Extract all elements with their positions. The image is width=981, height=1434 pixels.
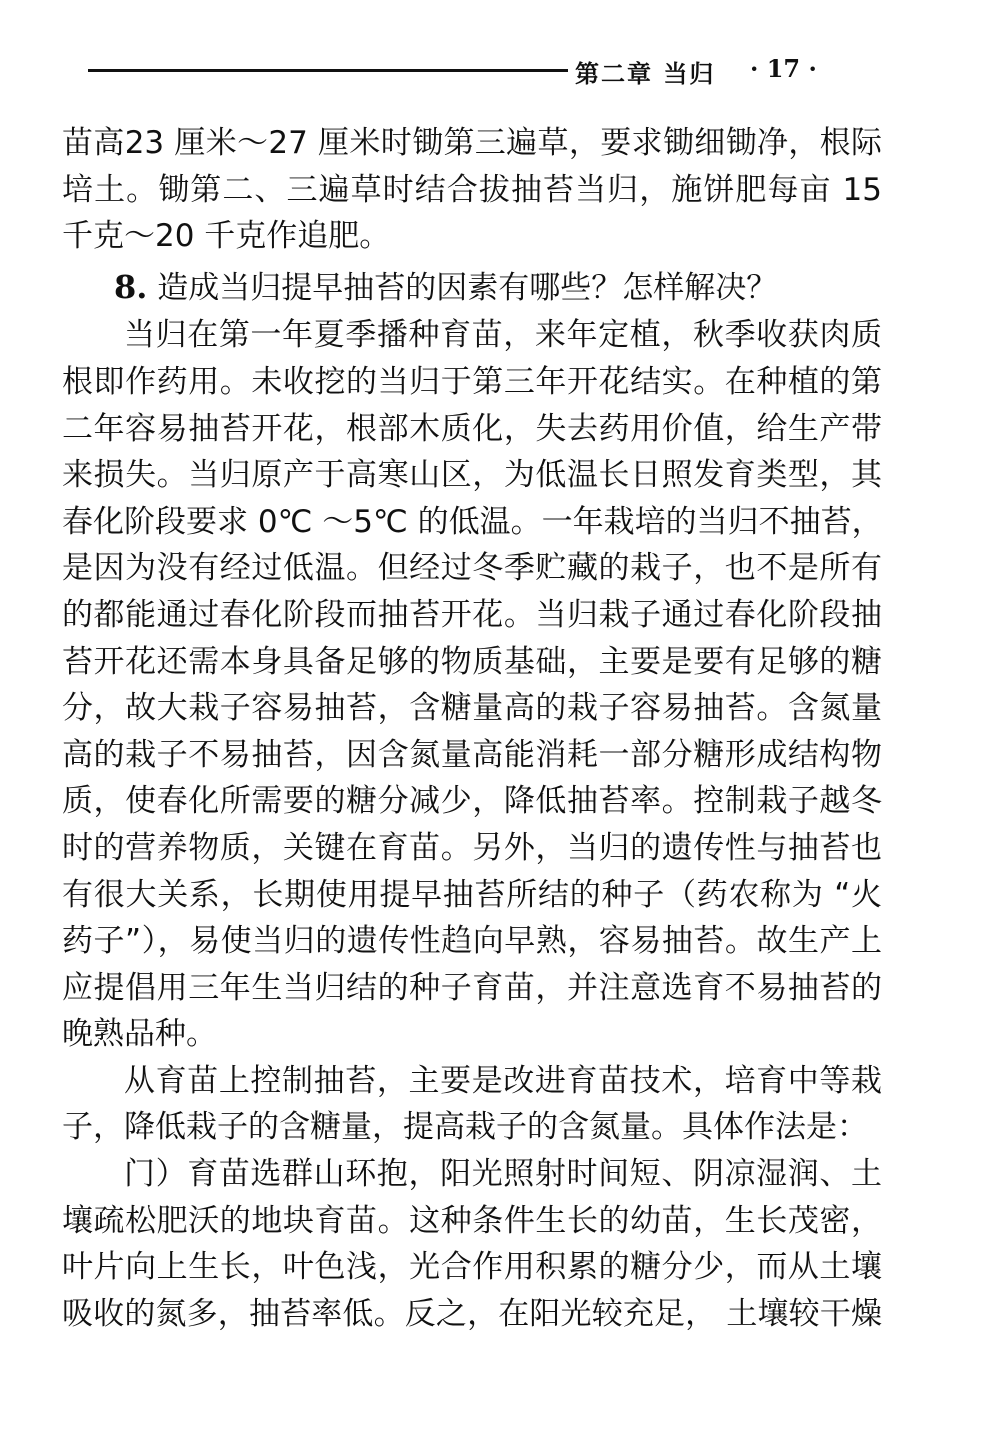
text-line: 苔开花还需本身具备足够的物质基础，主要是要有足够的糖 xyxy=(62,643,882,680)
text-line: 二年容易抽苔开花，根部木质化，失去药用价值，给生产带 xyxy=(62,410,882,447)
question-number: 8. xyxy=(114,267,148,306)
text-line: 根即作药用。未收挖的当归于第三年开花结实。在种植的第 xyxy=(62,363,882,400)
text-line: 培土。锄第二、三遍草时结合拔抽苔当归，施饼肥每亩 15 xyxy=(62,171,882,208)
page-header xyxy=(88,52,856,88)
question-heading xyxy=(62,264,882,311)
text-line: 子，降低栽子的含糖量，提高栽子的含氮量。具体作法是： xyxy=(62,1109,868,1146)
text-line: 苗高23 厘米～27 厘米时锄第三遍草，要求锄细锄净，根际 xyxy=(62,125,882,161)
chapter-title: 第二章 当归 xyxy=(575,59,716,88)
text-line: 分，故大栽子容易抽苔，含糖量高的栽子容易抽苔。含氮量 xyxy=(62,690,882,727)
text-line: 千克～20 千克作追肥。 xyxy=(62,218,391,255)
text-line: 晚熟品种。 xyxy=(62,1016,217,1053)
text-line: 来损失。当归原产于高寒山区，为低温长日照发育类型，其 xyxy=(62,457,882,494)
text-line: 的都能通过春化阶段而抽苔开花。当归栽子通过春化阶段抽 xyxy=(62,596,882,633)
page-body xyxy=(62,120,882,1337)
text-line: 从育苗上控制抽苔，主要是改进育苗技术，培育中等栽 xyxy=(124,1062,882,1099)
text-line: 门）育苗选群山环抱，阳光照射时间短、阴凉湿润、土 xyxy=(124,1156,882,1193)
text-line: 是因为没有经过低温。但经过冬季贮藏的栽子，也不是所有 xyxy=(62,550,882,587)
text-line: 吸收的氮多，抽苔率低。反之，在阳光较充足， 土壤较干燥 xyxy=(62,1295,882,1332)
text-line: 应提倡用三年生当归结的种子育苗，并注意选育不易抽苔的 xyxy=(62,969,882,1006)
text-line: 当归在第一年夏季播种育苗，来年定植，秋季收获肉质 xyxy=(124,317,882,354)
text-line: 春化阶段要求 0℃ ～5℃ 的低温。一年栽培的当归不抽苔， xyxy=(62,503,883,540)
text-line: 有很大关系，长期使用提早抽苔所结的种子（药农称为 “火 xyxy=(62,876,882,913)
text-line: 药子”），易使当归的遗传性趋向早熟，容易抽苔。故生产上 xyxy=(62,923,882,960)
text-line: 质，使春化所需要的糖分减少，降低抽苔率。控制栽子越冬 xyxy=(62,783,882,820)
text-line: 叶片向上生长，叶色浅，光合作用积累的糖分少，而从土壤 xyxy=(62,1249,882,1286)
text-line: 壤疏松肥沃的地块育苗。这种条件生长的幼苗，生长茂密， xyxy=(62,1202,882,1239)
page-number: · 17 · xyxy=(750,54,817,83)
header-rule xyxy=(88,69,568,72)
question-text: 造成当归提早抽苔的因素有哪些？怎样解决？ xyxy=(157,269,778,306)
text-line: 时的营养物质，关键在育苗。另外，当归的遗传性与抽苔也 xyxy=(62,829,882,866)
text-line: 高的栽子不易抽苔，因含氮量高能消耗一部分糖形成结构物 xyxy=(62,736,882,773)
